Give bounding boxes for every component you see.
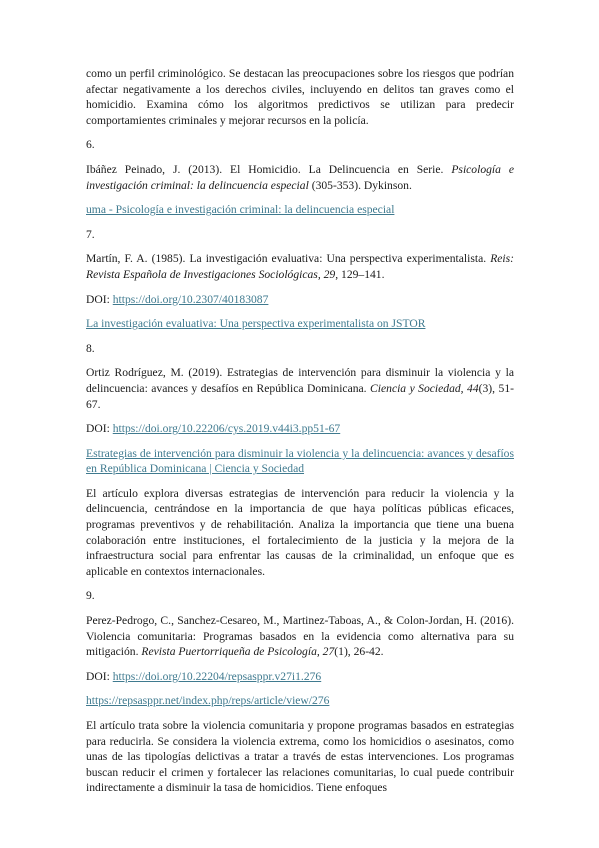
entry-number: 6. (86, 138, 95, 152)
doi-link[interactable]: https://doi.org/10.22206/cys.2019.v44i3.pp51-67 (112, 422, 341, 436)
reference-authors-title: Martín, F. A. (1985). La investigación evaluativa: Una perspectiva experimentalista. (86, 252, 487, 266)
source-link-anchor[interactable]: https://repsasppr.net/index.php/reps/article/view/276 (86, 694, 330, 708)
intro-paragraph: como un perfil criminológico. Se destacan las preocupaciones sobre los riesgos que podrían afectar negativamente a los derechos civiles, incluyendo en delitos tan graves como el homicidio. Examina cómo los algoritmos predictivos se utilizan para predecir comportamientes criminales y mejorar recursos en la policía. (86, 67, 514, 127)
reference-source: Psicología e investigación criminal: la delincuencia especial (86, 162, 514, 192)
document-page (86, 66, 514, 805)
doi-label: DOI: (86, 422, 110, 436)
doi-label: DOI: (86, 292, 110, 306)
doi-link[interactable]: https://doi.org/10.22204/repsasppr.v27i1.276 (112, 669, 322, 683)
reference-pages: (3), 51-67. (86, 381, 514, 411)
reference-authors-title: Perez-Pedrogo, C., Sanchez-Cesareo, M., Martinez-Taboas, A., & Colon-Jordan, H. (2016). Violencia comunitaria: Programas basados en la evidencia como alternativa para su mitigación. (86, 614, 514, 659)
source-link (86, 202, 514, 218)
entry-number: 7. (86, 227, 95, 241)
summary-paragraph: El artículo explora diversas estrategias de intervención para reducir la violencia y la delincuencia, centrándose en la importancia de que haya políticas públicas eficaces, programas preventivos y de rehabilitación. Analiza la importancia que tiene una buena colaboración entre instituciones, el fortalecimiento de la justicia y la mejora de la infraestructura social para enfrentar las causas de la criminalidad, un enfoque que es aplicable en contextos internacionales. (86, 486, 514, 578)
reference-source: Ciencia y Sociedad, 44 (370, 381, 479, 395)
source-link-anchor[interactable]: uma - Psicología e investigación criminal: la delincuencia especial (86, 203, 395, 217)
source-link-anchor[interactable]: Estrategias de intervención para disminuir la violencia y la delincuencia: avances y desafíos en República Dominicana | Ciencia y Sociedad (86, 446, 514, 476)
entry-number: 9. (86, 589, 95, 603)
source-link (86, 446, 514, 477)
reference-source: Revista Puertorriqueña de Psicología, 27 (141, 645, 335, 659)
reference (86, 613, 514, 660)
source-link (86, 693, 514, 709)
reference-pages: (305-353). Dykinson. (311, 178, 412, 192)
entry-number: 8. (86, 341, 95, 355)
doi-line (86, 292, 514, 308)
reference-pages: (1), 26-42. (334, 645, 384, 659)
reference-pages: , 129–141. (335, 267, 385, 281)
reference-authors-title: Ibáñez Peinado, J. (2013). El Homicidio. La Delincuencia en Serie. (86, 162, 444, 176)
reference (86, 251, 514, 282)
source-link (86, 316, 514, 332)
doi-line (86, 421, 514, 437)
reference-source: Reis: Revista Española de Investigaciones Sociológicas, 29 (86, 252, 515, 281)
reference (86, 365, 514, 412)
doi-label: DOI: (86, 669, 110, 683)
summary-paragraph: El artículo trata sobre la violencia comunitaria y propone programas basados en estrategias para reducirla. Se considera la violencia extrema, como los homicidios o asesinatos, como unas de las tipologías delictivas a tratar a través de estas intervenciones. Los programas buscan reducir el crimen y fortalecer las relaciones comunitarias, lo cual puede contribuir indirectamente a disminuir la tasa de homicidios. Tiene enfoques (86, 719, 514, 795)
reference (86, 162, 514, 193)
doi-link[interactable]: https://doi.org/10.2307/40183087 (112, 292, 269, 306)
doi-line (86, 669, 514, 685)
reference-authors-title: Ortiz Rodríguez, M. (2019). Estrategias de intervención para disminuir la violencia y la delincuencia: avances y desafíos en República Dominicana. (86, 366, 514, 395)
source-link-anchor[interactable]: La investigación evaluativa: Una perspectiva experimentalista on JSTOR (86, 317, 426, 331)
